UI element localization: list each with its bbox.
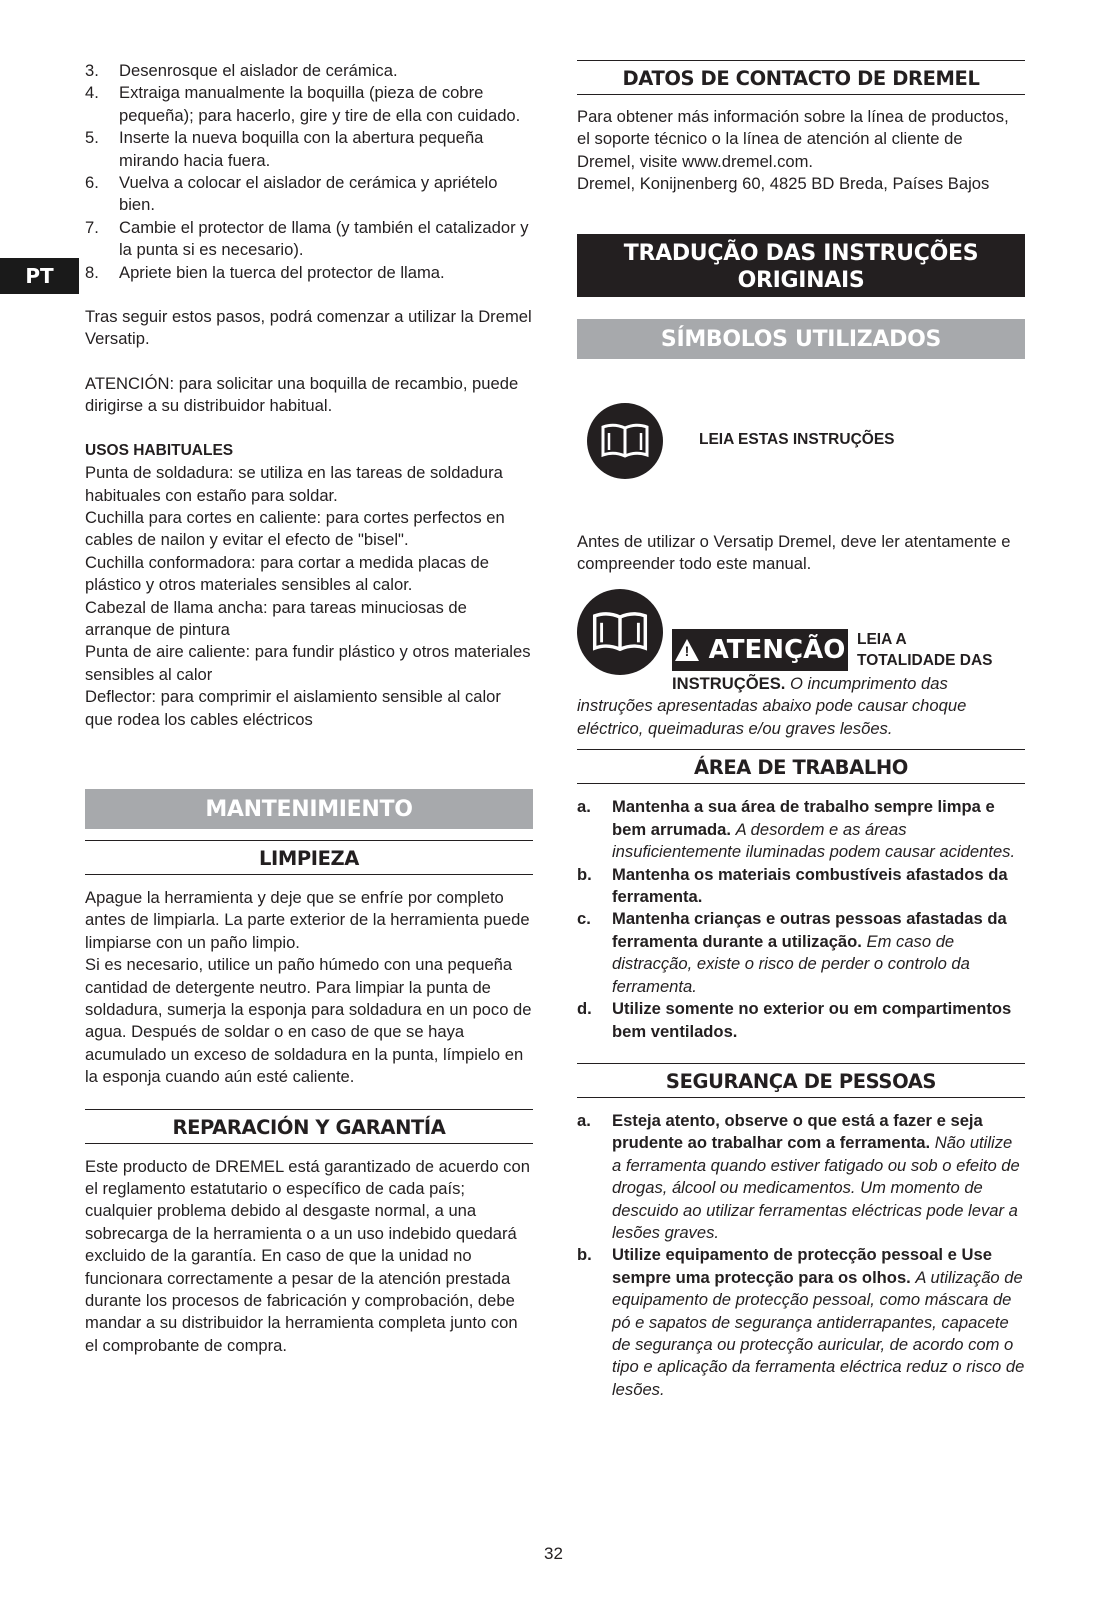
atencao-banner: ! ATENÇÃO <box>672 629 848 671</box>
list-item: b. Utilize equipamento de protecção pessoal e Use sempre uma protecção para os olhos. A utilização de equipamento de protecção pessoal, como máscara de pó e sapatos de segurança antiderrapantes, capacete de segurança ou protecção auricular, de acordo com o tipo e aplicação da ferramenta eléctrica reduz o risco de lesões. <box>577 1245 1025 1399</box>
reparacion-text: Este producto de DREMEL está garantizado de acuerdo con el reglamento estatutario o específico de cada país; cualquier problema debido al desgaste normal, a una sobrecarga de la herramienta o a un uso indebido quedará excluido de la garantía. En caso de que la unidad no funcionara correctamente a pesar de la atención prestada durante los procesos de fabricación y comprobación, debe mandar a su distribuidor la herramienta completa junto con el comprobante de compra. <box>85 1156 530 1355</box>
list-item: 4. Extraiga manualmente la boquilla (pieza de cobre pequeña); para hacerlo, gire y tire de ella con cuidado. <box>85 83 521 125</box>
area-heading: ÁREA DE TRABALHO <box>577 749 1025 784</box>
mantenimiento-heading: MANTENIMIENTO <box>85 789 533 829</box>
usos-item: Cabezal de llama ancha: para tareas minuciosas de arranque de pintura <box>85 597 467 639</box>
left-column <box>85 60 533 1357</box>
seguranca-heading: SEGURANÇA DE PESSOAS <box>577 1063 1025 1098</box>
contact-address: Dremel, Konijnenberg 60, 4825 BD Breda, Países Bajos <box>577 174 990 194</box>
contact-heading: DATOS DE CONTACTO DE DREMEL <box>577 60 1025 95</box>
list-item: 6. Vuelva a colocar el aislador de cerámica y apriételo bien. <box>85 173 498 215</box>
usos-item: Cuchilla para cortes en caliente: para cortes perfectos en cables de nailon y evitar el efecto de "bisel". <box>85 507 505 550</box>
list-item: c. Mantenha crianças e outras pessoas afastadas da ferramenta durante a utilização. Em caso de distracção, existe o risco de perder o controlo da ferramenta. <box>577 909 1007 996</box>
usos-item: Cuchilla conformadora: para cortar a medida placas de plástico y otros materiales sensibles al calor. <box>85 552 489 595</box>
warning-text: instruções apresentadas abaixo pode causar choque eléctrico, queimaduras e/ou graves lesões. <box>577 696 967 738</box>
usos-heading: USOS HABITUALES <box>85 441 234 459</box>
list-item: a. Esteja atento, observe o que está a fazer e seja prudente ao trabalhar com a ferramenta. Não utilize a ferramenta quando estiver fatigado ou sob o efeito de drogas, álcool ou medicamentos. Um momento de descuido ao utilizar ferramentas eléctricas pode levar a lesões graves. <box>577 1110 1020 1242</box>
list-item: 3. Desenrosque el aislador de cerámica. <box>85 61 398 80</box>
list-item: 7. Cambie el protector de llama (y también el catalizador y la punta si es necesario). <box>85 217 529 260</box>
limpieza-heading: LIMPIEZA <box>85 840 533 875</box>
step-list <box>85 60 533 284</box>
list-item: 8. Apriete bien la tuerca del protector de llama. <box>85 262 445 282</box>
simbolos-heading: SÍMBOLOS UTILIZADOS <box>577 319 1025 359</box>
list-item: a. Mantenha a sua área de trabalho sempre limpa e bem arrumada. A desordem e as áreas insuficientemente iluminadas podem causar acidentes. <box>577 797 1016 862</box>
list-item: b. Mantenha os materiais combustíveis afastados da ferramenta. <box>577 864 1008 907</box>
usos-item: Punta de aire caliente: para fundir plástico y otros materiales sensibles al calor <box>85 642 531 684</box>
limpieza-text-2: Si es necesario, utilice un paño húmedo con una pequeña cantidad de detergente neutro. Para limpiar la punta de soldadura, sumerja la esponja para soldadura en un poco de agua. Después de soldar o en caso de que se haya acumulado un exceso de soldadura en la punta, límpielo en la esponja cuando aún esté caliente. <box>85 955 532 1087</box>
traducao-heading: TRADUÇÃO DAS INSTRUÇÕES ORIGINAIS <box>577 234 1025 297</box>
after-steps-text: Tras seguir estos pasos, podrá comenzar a utilizar la Dremel Versatip. <box>85 307 532 349</box>
language-tab: PT <box>0 258 79 294</box>
list-item: 5. Inserte la nueva boquilla con la abertura pequeña mirando hacia fuera. <box>85 128 484 170</box>
warning-icon: ! <box>675 639 699 661</box>
contact-text: Para obtener más información sobre la línea de productos, el soporte técnico o la línea de atención al cliente de Dremel, visite www.dremel.com. <box>577 107 1009 171</box>
area-list <box>577 796 1025 1042</box>
leia-label: LEIA ESTAS INSTRUÇÕES <box>699 431 895 449</box>
list-item: d. Utilize somente no exterior ou em compartimentos bem ventilados. <box>577 999 1012 1041</box>
seguranca-list <box>577 1110 1025 1401</box>
warning-block <box>577 589 1025 738</box>
usos-item: Punta de soldadura: se utiliza en las tareas de soldadura habituales con estaño para soldar. <box>85 463 503 505</box>
book-icon <box>587 403 663 479</box>
read-instructions-symbol <box>577 403 1025 479</box>
page-number: 32 <box>544 1544 563 1563</box>
warning-line: INSTRUÇÕES. O incumprimento das <box>672 674 948 694</box>
usos-item: Deflector: para comprimir el aislamiento sensible al calor que rodea los cables eléctricos <box>85 687 501 729</box>
leia-totalidade: LEIA A TOTALIDADE DAS <box>857 631 993 670</box>
reparacion-heading: REPARACIÓN Y GARANTÍA <box>85 1109 533 1144</box>
right-column <box>577 60 1025 1401</box>
antes-text: Antes de utilizar o Versatip Dremel, deve ler atentamente e compreender todo este manual. <box>577 531 1011 574</box>
attention-text: ATENCIÓN: para solicitar una boquilla de recambio, puede dirigirse a su distribuidor habitual. <box>85 373 519 416</box>
limpieza-text: Apague la herramienta y deje que se enfríe por completo antes de limpiarla. La parte exterior de la herramienta puede limpiarse con un paño limpio. <box>85 887 530 952</box>
book-icon <box>577 589 663 675</box>
